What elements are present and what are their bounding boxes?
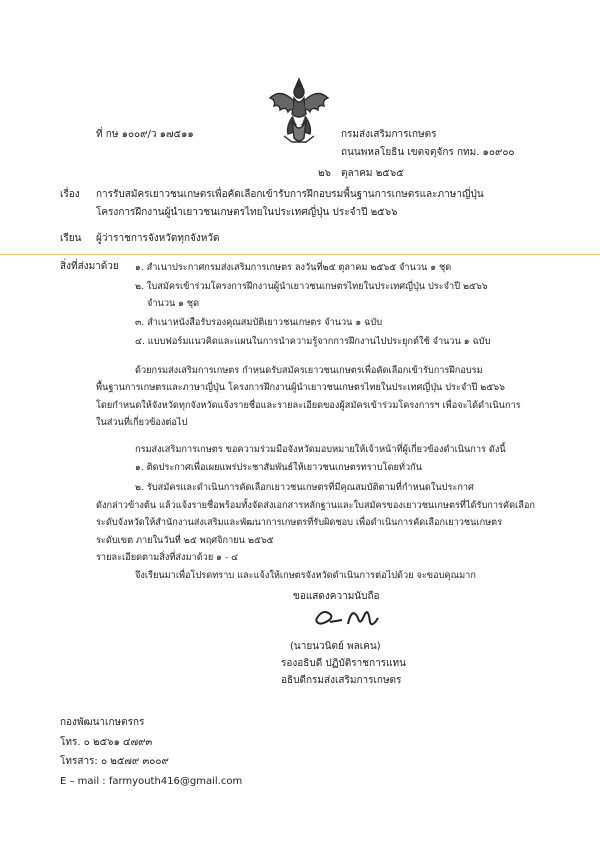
date-day: ๒๖ (318, 168, 331, 179)
footer-division: กองพัฒนาเกษตรกร (60, 717, 145, 728)
paragraph-1-line: ในส่วนที่เกี่ยวข้องต่อไป (96, 417, 188, 428)
subject-label: เรื่อง (60, 189, 80, 200)
signer-title-1: รองอธิบดี ปฏิบัติราชการแทน (281, 658, 406, 669)
paragraph-1-line: พื้นฐานการเกษตรและภาษาญี่ปุ่น โครงการฝึกงานผู้นำเยาวชนเกษตรไทยในประเทศญี่ปุ่น ประจำปี ๒๕๖๖ (96, 382, 505, 393)
footer-phone: โทร. ๐ ๒๕๖๑ ๔๗๙๓ (60, 737, 153, 748)
enclosures-label: สิ่งที่ส่งมาด้วย (60, 261, 119, 272)
document-number: ที่ กษ ๑๐๐๙/ว ๑๗๕๑๑ (96, 129, 194, 140)
paragraph-2-line: รายละเอียดตามสิ่งที่ส่งมาด้วย ๑ - ๔ (96, 552, 239, 563)
date-month-year: ตุลาคม ๒๕๖๕ (341, 168, 404, 179)
footer-email: E – mail : farmyouth416@gmail.com (60, 776, 243, 787)
paragraph-2-line: ระดับเขต ภายในวันที่ ๒๕ พฤศจิกายน ๒๕๖๕ (96, 535, 274, 546)
paragraph-2-line: ระดับจังหวัดให้สำนักงานส่งเสริมและพัฒนาการเกษตรที่รับผิดชอบ เพื่อดำเนินการคัดเลือกเยาวชนเกษตร (96, 517, 503, 528)
regards: ขอแสดงความนับถือ (293, 591, 380, 602)
enclosure-item-cont: จำนวน ๑ ชุด (147, 298, 200, 309)
subject-line-2: โครงการฝึกงานผู้นำเยาวชนเกษตรไทยในประเทศญี่ปุ่น ประจำปี ๒๕๖๖ (96, 207, 398, 218)
enclosure-item: ๒. ใบสมัครเข้าร่วมโครงการฝึกงานผู้นำเยาวชนเกษตรไทยในประเทศญี่ปุ่น ประจำปี ๒๕๖๖ (135, 281, 488, 292)
subject-line-1: การรับสมัครเยาวชนเกษตรเพื่อคัดเลือกเข้ารับการฝึกอบรมพื้นฐานการเกษตรและภาษาญี่ปุ่น (96, 189, 484, 200)
footer-fax: โทรสาร: ๐ ๒๕๗๙ ๓๐๐๙ (60, 756, 169, 767)
highlight-line (0, 254, 600, 255)
agency-address: ถนนพหลโยธิน เขตจตุจักร กทม. ๑๐๙๐๐ (341, 147, 515, 158)
enclosure-item: ๑. สำเนาประกาศกรมส่งเสริมการเกษตร ลงวันที่๒๕ ตุลาคม ๒๕๖๕ จำนวน ๑ ชุด (135, 262, 452, 273)
paragraph-2-line: กรมส่งเสริมการเกษตร ขอความร่วมมือจังหวัดมอบหมายให้เจ้าหน้าที่ผู้เกี่ยวข้องดำเนินการ ดังนี้ (135, 444, 506, 455)
enclosure-item: ๓. สำเนาหนังสือรับรองคุณสมบัติเยาวชนเกษตร จำนวน ๑ ฉบับ (135, 317, 383, 328)
paragraph-2-line: ดังกล่าวข้างต้น แล้วแจ้งรายชื่อพร้อมทั้งจัดส่งเอกสารหลักฐานและใบสมัครของเยาวชนเกษตรที่ได้รับการคัดเลือก (96, 500, 535, 511)
paragraph-2-item: ๒. รับสมัครและดำเนินการคัดเลือกเยาวชนเกษตรที่มีคุณสมบัติตามที่กำหนดในประกาศ (135, 482, 474, 493)
signer-name: (นายนวนิตย์ พลเคน) (290, 641, 381, 652)
paragraph-2-item: ๑. ติดประกาศเพื่อเผยแพร่ประชาสัมพันธ์ให้เยาวชนเกษตรทราบโดยทั่วกัน (135, 462, 422, 473)
enclosure-item: ๔. แบบฟอร์มแนวคิดและแผนในการนำความรู้จากการฝึกงานไปประยุกต์ใช้ จำนวน ๑ ฉบับ (135, 336, 491, 347)
handwritten-signature (308, 600, 388, 634)
to-value: ผู้ว่าราชการจังหวัดทุกจังหวัด (96, 233, 220, 244)
paragraph-1-line: โดยกำหนดให้จังหวัดทุกจังหวัดแจ้งรายชื่อและรายละเอียดของผู้สมัครเข้าร่วมโครงการฯ เพื่อจะได้ดำเนินการ (96, 400, 521, 411)
paragraph-1-line: ด้วยกรมส่งเสริมการเกษตร กำหนดรับสมัครเยาวชนเกษตรเพื่อคัดเลือกเข้ารับการฝึกอบรม (135, 365, 483, 376)
to-label: เรียน (60, 233, 82, 244)
closing-line: จึงเรียนมาเพื่อโปรดทราบ และแจ้งให้เกษตรจังหวัดดำเนินการต่อไปด้วย จะขอบคุณมาก (135, 570, 476, 581)
agency-name: กรมส่งเสริมการเกษตร (341, 129, 437, 140)
garuda-emblem-icon (266, 76, 332, 148)
signer-title-2: อธิบดีกรมส่งเสริมการเกษตร (281, 675, 402, 686)
